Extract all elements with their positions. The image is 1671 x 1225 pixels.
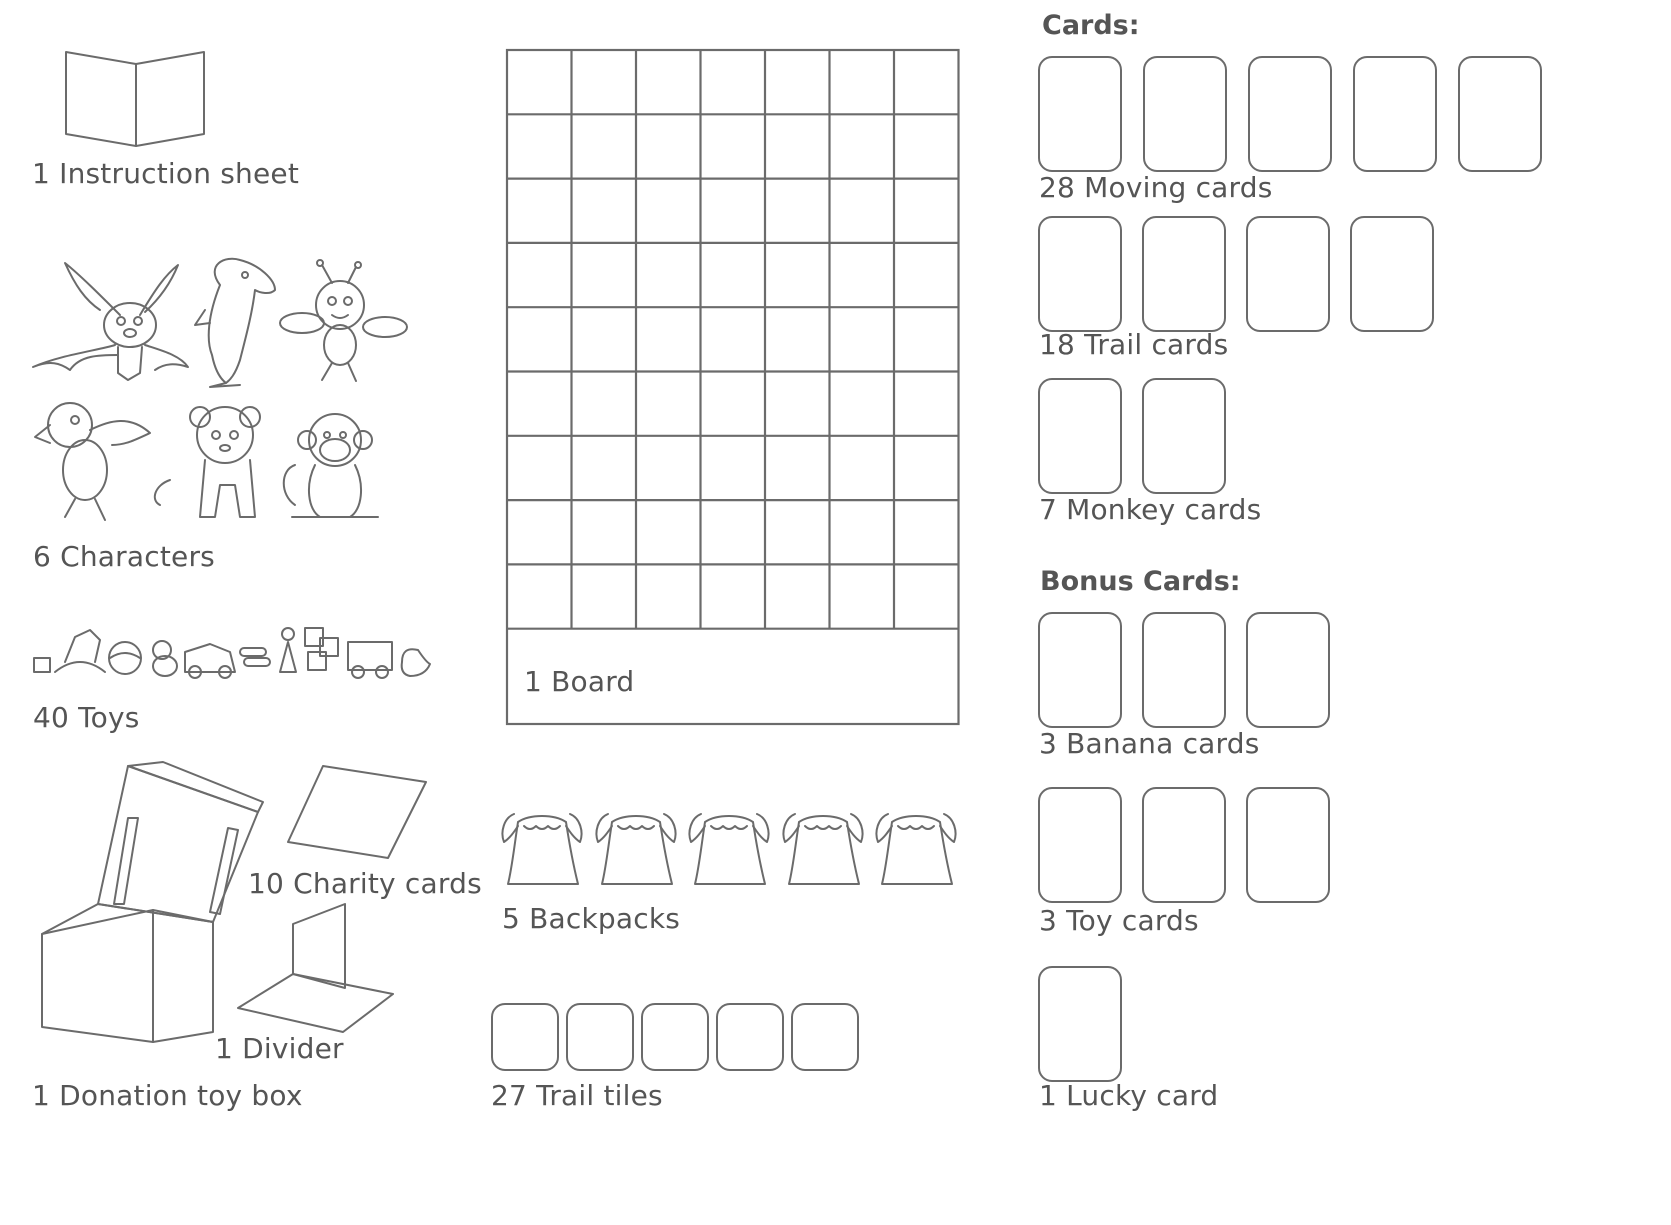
cards-heading: Cards: <box>1042 10 1140 41</box>
parrot-character-icon <box>35 403 150 520</box>
card-icon <box>1038 378 1122 494</box>
card-icon <box>1038 787 1122 903</box>
lucky-card-label: 1 Lucky card <box>1039 1079 1219 1112</box>
backpack-icon <box>500 808 584 888</box>
moving-cards-label: 28 Moving cards <box>1039 171 1273 204</box>
toys-icon <box>34 628 430 678</box>
trail-cards-label: 18 Trail cards <box>1039 328 1229 361</box>
card-icon <box>1038 612 1122 728</box>
card-icon <box>1248 56 1332 172</box>
toys-label: 40 Toys <box>33 701 140 734</box>
dolphin-character-icon <box>195 259 275 387</box>
card-icon <box>1142 378 1226 494</box>
trail-tile-icon <box>566 1003 634 1071</box>
card-icon <box>1353 56 1437 172</box>
instruction-sheet-label: 1 Instruction sheet <box>32 157 300 190</box>
bat-character-icon <box>33 263 188 380</box>
donation-box-icon <box>42 762 263 1042</box>
backpacks-label: 5 Backpacks <box>502 902 681 935</box>
bonus-cards-heading: Bonus Cards: <box>1040 566 1241 597</box>
trail-tile-icon <box>641 1003 709 1071</box>
board-label: 1 Board <box>524 665 635 698</box>
donation-box-illustration <box>38 762 468 1052</box>
trail-tiles-label: 27 Trail tiles <box>491 1079 663 1112</box>
card-icon <box>1143 56 1227 172</box>
card-icon <box>1350 216 1434 332</box>
board-outline <box>507 50 959 724</box>
monkey-cards-label: 7 Monkey cards <box>1039 493 1262 526</box>
backpack-icon <box>781 808 865 888</box>
board-grid <box>505 48 961 728</box>
card-icon <box>1458 56 1542 172</box>
backpack-icon <box>687 808 771 888</box>
characters-illustration <box>30 255 415 530</box>
trail-tile-icon <box>716 1003 784 1071</box>
card-icon <box>1038 966 1122 1082</box>
card-icon <box>1246 216 1330 332</box>
card-icon <box>1142 216 1226 332</box>
characters-label: 6 Characters <box>33 540 215 573</box>
card-icon <box>1142 612 1226 728</box>
card-icon <box>1142 787 1226 903</box>
charity-cards-label: 10 Charity cards <box>248 867 482 900</box>
trail-tile-icon <box>491 1003 559 1071</box>
toy-cards-label: 3 Toy cards <box>1039 904 1199 937</box>
backpack-icon <box>594 808 678 888</box>
donation-box-label: 1 Donation toy box <box>32 1079 303 1112</box>
monkey-character-icon <box>284 414 378 517</box>
instruction-sheet-icon <box>64 50 209 148</box>
charity-card-icon <box>288 766 426 858</box>
card-icon <box>1038 216 1122 332</box>
bee-character-icon <box>280 260 407 381</box>
card-icon <box>1038 56 1122 172</box>
card-icon <box>1246 787 1330 903</box>
divider-label: 1 Divider <box>215 1032 344 1065</box>
divider-icon <box>238 904 393 1032</box>
banana-cards-label: 3 Banana cards <box>1039 727 1260 760</box>
backpack-icon <box>874 808 958 888</box>
toys-illustration <box>30 622 440 680</box>
trail-tile-icon <box>791 1003 859 1071</box>
card-icon <box>1246 612 1330 728</box>
lion-cub-character-icon <box>155 407 260 517</box>
